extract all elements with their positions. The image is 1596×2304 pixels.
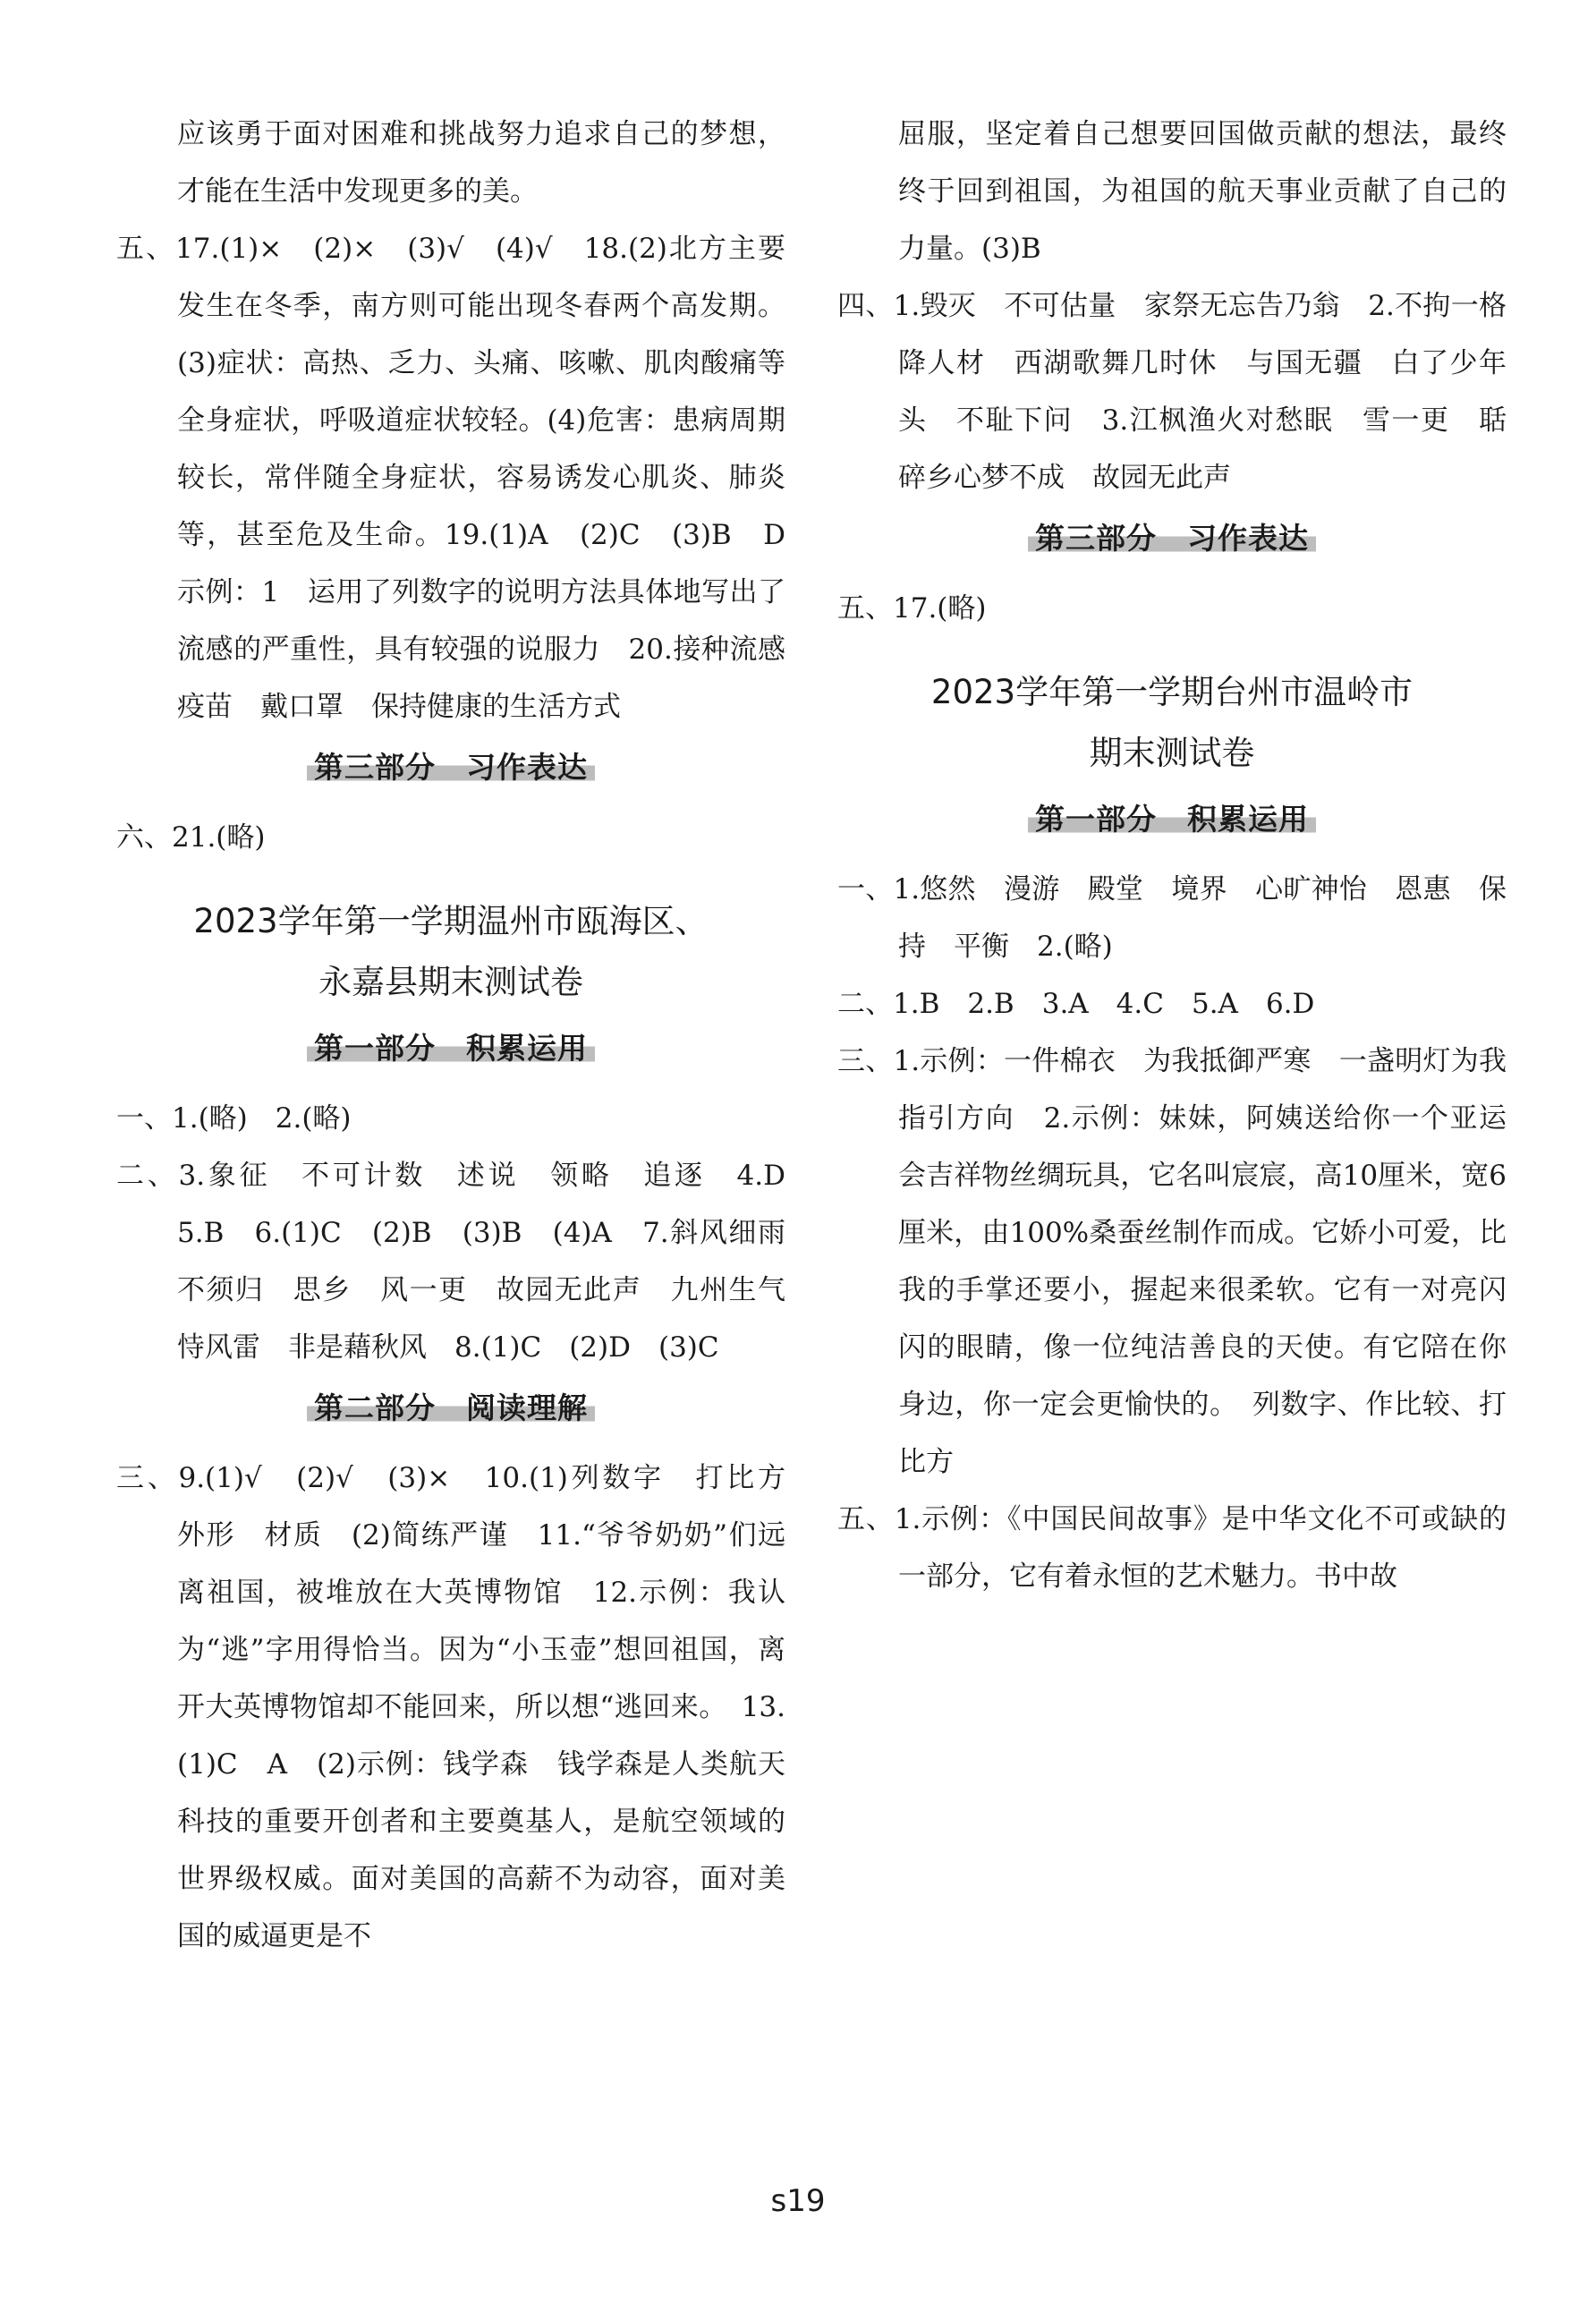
right-answer-4-reading: 四、1.毁灭 不可估量 家祭无忘告乃翁 2.不拘一格降人材 西湖歌舞几时休 与国无疆 白了少年头 不耻下问 3.江枫渔火对愁眠 雪一更 聒碎乡心梦不成 故园无此声 — [837, 290, 1507, 494]
left-exam-title-line1: 2023学年第一学期温州市瓯海区、 — [193, 902, 709, 940]
right-section-accumulation-heading — [837, 791, 1507, 848]
page-number: s19 — [770, 2183, 826, 2219]
right-continuation-text: 屈服，坚定着自己想要回国做贡献的想法，最终终于回到祖国，为祖国的航天事业贡献了自己的力量。(3)B — [898, 118, 1507, 265]
right-section-writing-label: 第三部分 习作表达 — [1028, 521, 1316, 556]
left-section-writing-heading — [116, 739, 785, 796]
left-answer-1: 一、1.(略) 2.(略) — [116, 1102, 352, 1135]
right-exam-title-line2: 期末测试卷 — [1089, 734, 1255, 772]
right-exam-title-line1: 2023学年第一学期台州市温岭市 — [930, 673, 1413, 711]
left-section-reading-heading — [116, 1380, 785, 1437]
right-exam-title — [837, 662, 1507, 784]
left-answer-2: 二、3.象征 不可计数 述说 领略 追逐 4.D 5.B 6.(1)C (2)B (3)B (4)A 7.斜风细雨不须归 思乡 风一更 故园无此声 九州生气恃风雷 非是藉秋风 8.(1)C (2)D (3)C — [116, 1160, 813, 1364]
right-answer-3: 三、1.示例：一件棉衣 为我抵御严寒 一盏明灯为我指引方向 2.示例：妹妹，阿姨送给你一个亚运会吉祥物丝绸玩具，它名叫宸宸，高10厘米，宽6厘米，由100%桑蚕丝制作而成。它娇小可爱，比我的手掌还要小，握起来很柔软。它有一对亮闪闪的眼睛，像一位纯洁善良的天使。有它陪在你身边，你一定会更愉快的。 列数字、作比较、打比方 — [837, 1045, 1507, 1478]
left-section-accumulation-heading — [116, 1020, 785, 1077]
right-answer-2: 二、1.B 2.B 3.A 4.C 5.A 6.D — [837, 988, 1315, 1020]
left-section-reading-label: 第二部分 阅读理解 — [307, 1390, 595, 1425]
left-exam-title — [116, 891, 785, 1013]
right-answer-5: 五、1.示例：《中国民间故事》是中华文化不可或缺的一部分，它有着永恒的艺术魅力。书中故 — [837, 1503, 1507, 1593]
left-answer-5: 五、17.(1)× (2)× (3)√ (4)√ 18.(2)北方主要发生在冬季，南方则可能出现冬春两个高发期。(3)症状：高热、乏力、头痛、咳嗽、肌肉酸痛等全身症状，呼吸道症状较轻。(4)危害：患病周期较长，常伴随全身症状，容易诱发心肌炎、肺炎等，甚至危及生命。19.(1)A (2)C (3)B D 示例：1 运用了列数字的说明方法具体地写出了流感的严重性，具有较强的说服力 20.接种流感疫苗 戴口罩 保持健康的生活方式 — [116, 233, 813, 723]
right-answer-5-writing: 五、17.(略) — [837, 592, 987, 625]
left-column — [116, 106, 813, 1965]
left-section-accumulation-label: 第一部分 积累运用 — [307, 1031, 595, 1066]
left-continuation-text: 应该勇于面对困难和挑战努力追求自己的梦想，才能在生活中发现更多的美。 — [177, 118, 785, 208]
right-section-accumulation-label: 第一部分 积累运用 — [1028, 802, 1316, 837]
right-section-writing-heading — [837, 510, 1507, 567]
left-exam-title-line2: 永嘉县期末测试卷 — [318, 963, 583, 1001]
left-section-writing-label: 第三部分 习作表达 — [307, 750, 595, 785]
right-column — [837, 106, 1507, 1605]
left-answer-3: 三、9.(1)√ (2)√ (3)× 10.(1)列数字 打比方 外形 材质 (2)简练严谨 11.“爷爷奶奶”们远离祖国，被堆放在大英博物馆 12.示例：我认为“逃”字用得恰当。因为“小玉壶”想回祖国，离开大英博物馆却不能回来，所以想“逃回来。 13.(1)C A (2)示例：钱学森 钱学森是人类航天科技的重要开创者和主要奠基人，是航空领域的世界级权威。面对美国的高薪不为动容，面对美国的威逼更是不 — [116, 1462, 813, 1952]
left-answer-6: 六、21.(略) — [116, 821, 266, 854]
right-answer-1: 一、1.悠然 漫游 殿堂 境界 心旷神怡 恩惠 保持 平衡 2.(略) — [837, 873, 1507, 963]
